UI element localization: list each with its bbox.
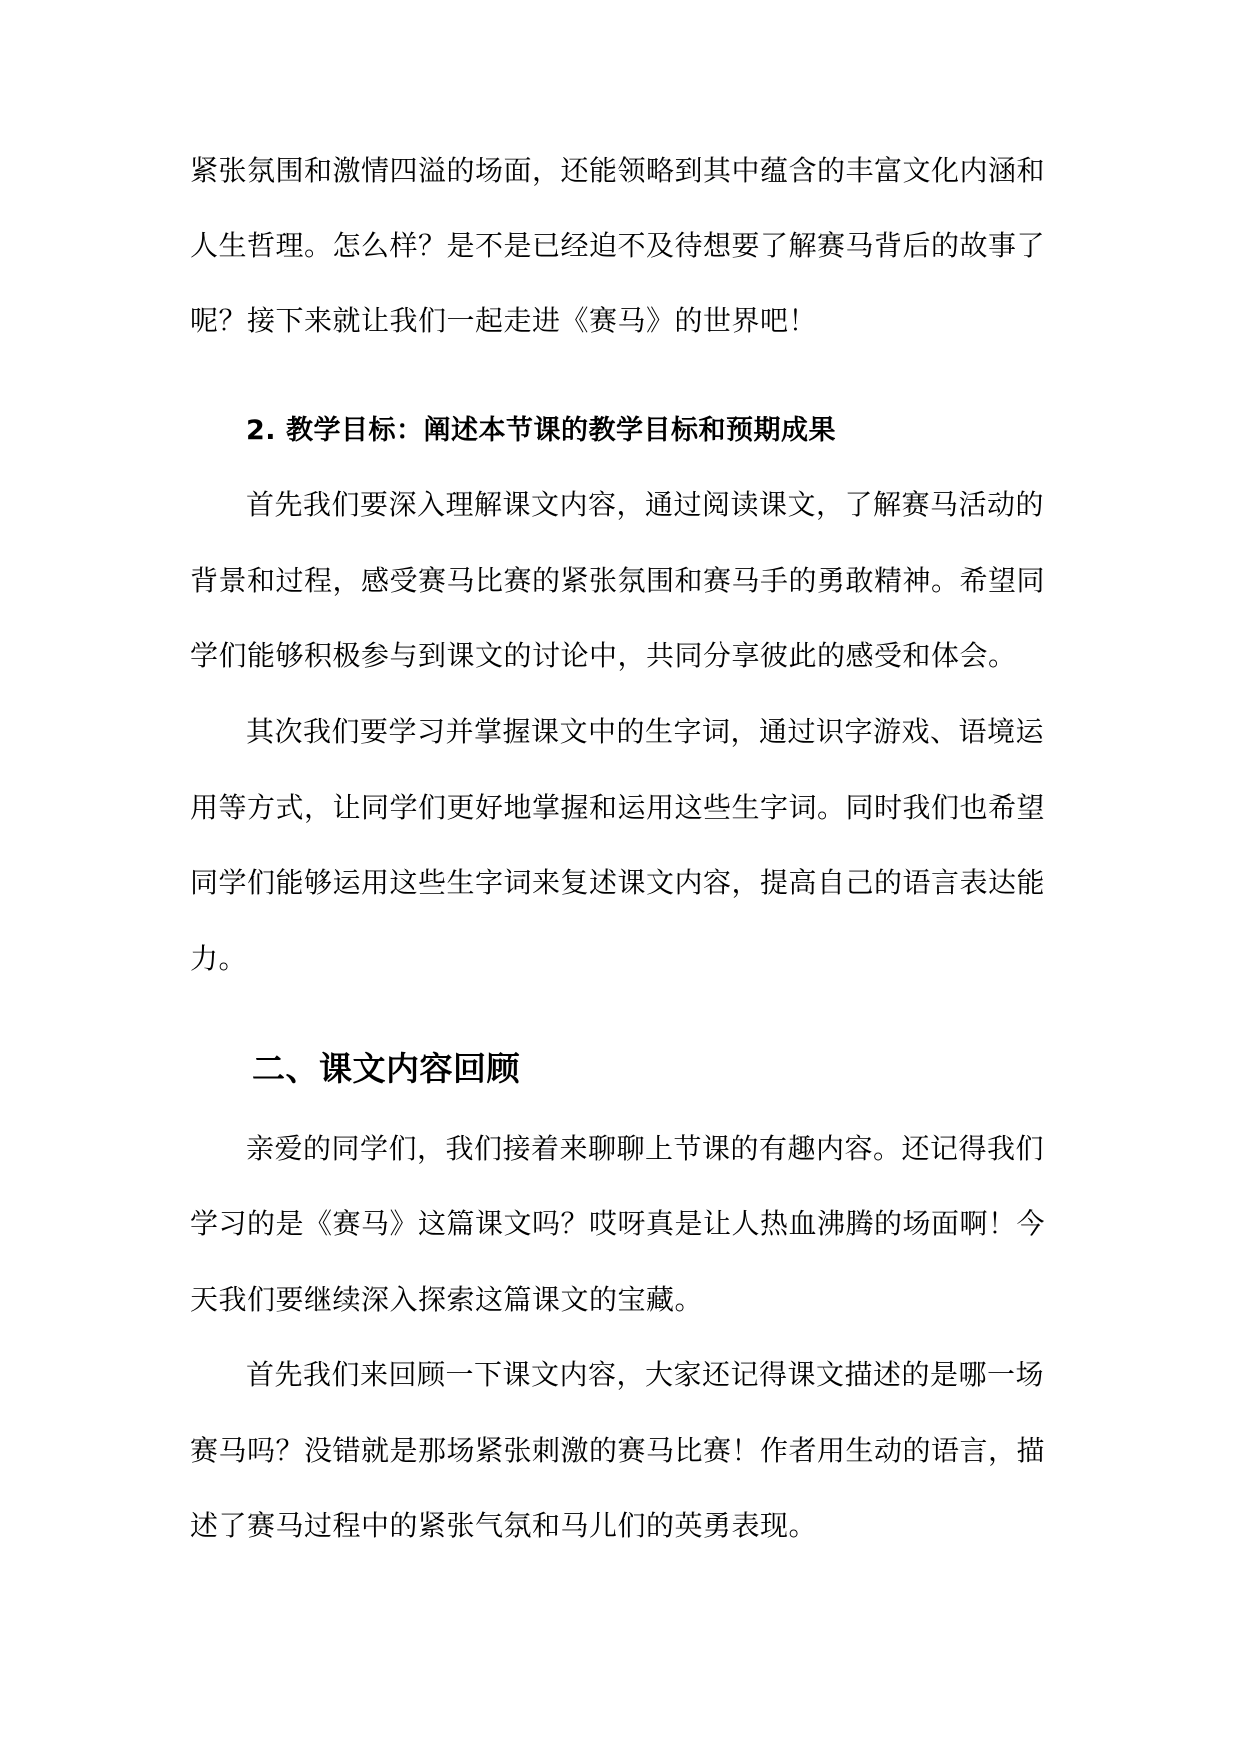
text-line: 紧张氛围和激情四溢的场面，还能领略到其中蕴含的丰富文化内涵和 [190,154,1046,187]
text-line: 人生哲理。怎么样？是不是已经迫不及待想要了解赛马背后的故事了 [190,229,1046,262]
text-line: 力。 [190,942,248,975]
text-line: 天我们要继续深入探索这篇课文的宝藏。 [190,1283,704,1316]
text-line: 其次我们要学习并掌握课文中的生字词，通过识字游戏、语境运 [246,715,1045,748]
text-line: 亲爱的同学们，我们接着来聊聊上节课的有趣内容。还记得我们 [246,1132,1045,1165]
section-heading: 二、课文内容回顾 [252,1049,520,1088]
text-line: 述了赛马过程中的紧张气氛和马儿们的英勇表现。 [190,1509,818,1542]
text-line: 背景和过程，感受赛马比赛的紧张氛围和赛马手的勇敢精神。希望同 [190,564,1046,597]
text-line: 同学们能够运用这些生字词来复述课文内容，提高自己的语言表达能 [190,866,1046,899]
text-line: 用等方式，让同学们更好地掌握和运用这些生字词。同时我们也希望 [190,791,1046,824]
section-subheading: 2. 教学目标：阐述本节课的教学目标和预期成果 [246,415,836,446]
text-line: 学习的是《赛马》这篇课文吗？哎呀真是让人热血沸腾的场面啊！今 [190,1207,1046,1240]
text-line: 首先我们要深入理解课文内容，通过阅读课文，了解赛马活动的 [246,488,1045,521]
text-line: 学们能够积极参与到课文的讨论中，共同分享彼此的感受和体会。 [190,639,1017,672]
text-line: 呢？接下来就让我们一起走进《赛马》的世界吧！ [190,304,818,337]
text-line: 首先我们来回顾一下课文内容，大家还记得课文描述的是哪一场 [246,1358,1045,1391]
text-line: 赛马吗？没错就是那场紧张刺激的赛马比赛！作者用生动的语言，描 [190,1434,1046,1467]
